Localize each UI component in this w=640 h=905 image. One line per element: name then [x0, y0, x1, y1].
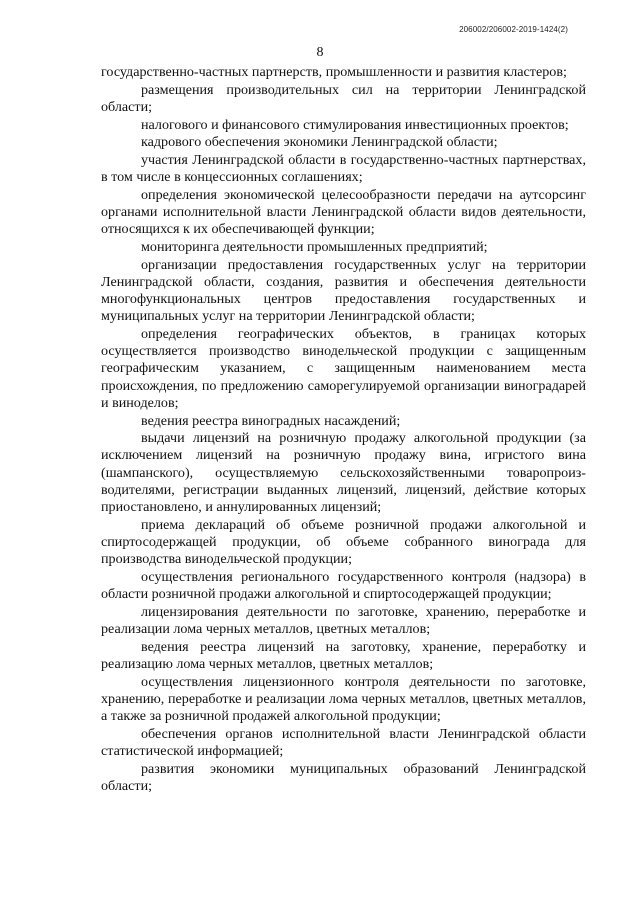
- paragraph: осуществления регионального государственного контроля (надзора) в области розничной продажи алкогольной и спиртосодержащей продукции;: [101, 568, 586, 603]
- paragraph: развития экономики муниципальных образований Ленинградской области;: [101, 760, 586, 794]
- paragraph: лицензирования деятельности по заготовке, хранению, переработке и реализации лома черных металлов, цветных металлов;: [101, 603, 586, 637]
- paragraph: размещения производительных сил на территории Ленинградской области;: [101, 81, 586, 115]
- paragraph: участия Ленинградской области в государственно-частных партнерствах, в том числе в концессионных соглашениях;: [101, 152, 586, 186]
- paragraph: обеспечения органов исполнительной власти Ленинградской области статистической информацией;: [101, 725, 586, 759]
- paragraph: государственно-частных партнерств, промышленности и развития кластеров;: [101, 64, 567, 80]
- paragraph: ведения реестра лицензий на заготовку, хранение, переработку и реализацию лома черных металлов, цветных металлов;: [101, 638, 586, 672]
- paragraph: определения экономической целесообразности передачи на аутсорсинг органами исполнительной власти Ленинградской области видов деятельности, относящихся к их обеспечивающей функции;: [101, 186, 586, 238]
- paragraph: выдачи лицензий на розничную продажу алкогольной продукции (за исключением лицензий на розничную продажу вина, игристого вина (шампанского), осуществляемую сельскохозяйственными товаропроиз-водителями, регистрации выданных лицензий, лицензий, действие которых приостановлено, и аннулированных лицензий;: [101, 430, 586, 516]
- paragraph: кадрового обеспечения экономики Ленинградской области;: [141, 134, 498, 151]
- page-number: 8: [316, 45, 324, 60]
- document-body: [101, 64, 586, 796]
- paragraph: ведения реестра виноградных насаждений;: [141, 412, 401, 429]
- paragraph: осуществления лицензионного контроля деятельности по заготовке, хранению, переработке и реализации лома черных металлов, цветных металлов, а также за розничной продажей алкогольной продукции;: [101, 673, 586, 725]
- document-id: 206002/206002-2019-1424(2): [459, 25, 568, 34]
- paragraph: налогового и финансового стимулирования инвестиционных проектов;: [141, 116, 569, 133]
- paragraph: определения географических объектов, в границах которых осуществляется производство винодельческой продукции с защищенным географическим указанием, с защищенным наименованием места происхождения, по предложению саморегулируемой организации виноградарей и виноделов;: [101, 326, 586, 411]
- paragraph: приема деклараций об объеме розничной продажи алкогольной и спиртосодержащей продукции, об объеме собранного винограда для производства винодельческой продукции;: [101, 516, 586, 568]
- paragraph: мониторинга деятельности промышленных предприятий;: [141, 239, 488, 256]
- paragraph: организации предоставления государственных услуг на территории Ленинградской области, создания, развития и обеспечения деятельности многофункциональных центров предоставления государственных и муниципальных услуг на территории Ленинградской области;: [101, 256, 586, 325]
